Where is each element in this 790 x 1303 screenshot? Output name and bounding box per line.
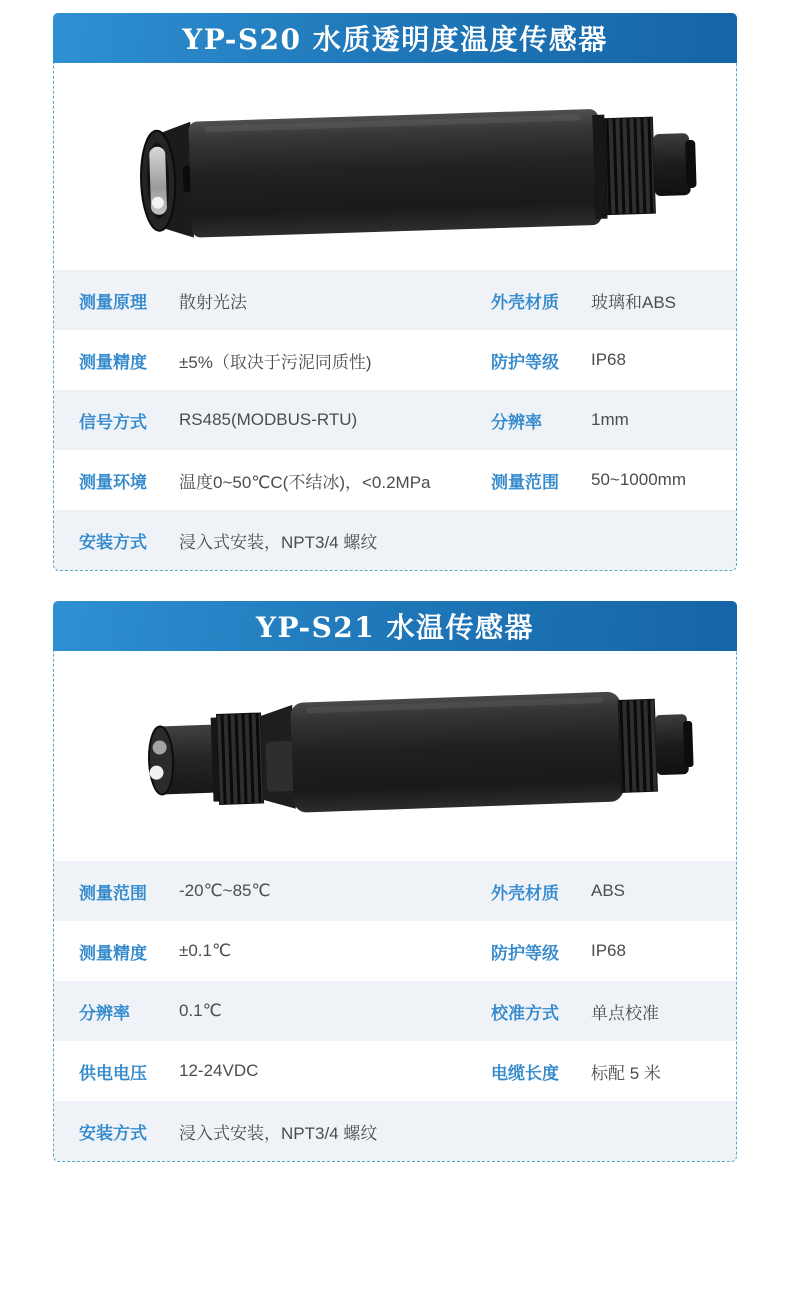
spec-label: 供电电压 <box>79 1063 147 1083</box>
spec-row <box>54 981 736 1041</box>
spec-label: 信号方式 <box>79 412 147 432</box>
spec-label: 测量原理 <box>79 292 147 312</box>
sensor-photo-yp-s21 <box>54 651 737 861</box>
spec-value: IP68 <box>591 350 626 369</box>
spec-label: 测量范围 <box>491 472 559 492</box>
spec-value: IP68 <box>591 941 626 960</box>
spec-table-yp-s20 <box>54 270 736 570</box>
product-card-body <box>53 651 737 1162</box>
spec-row <box>54 510 736 570</box>
spec-value: 浸入式安装，NPT3/4 螺纹 <box>179 532 378 552</box>
spec-value: ±0.1℃ <box>179 941 232 960</box>
spec-label: 测量范围 <box>79 883 147 903</box>
spec-label: 校准方式 <box>491 1003 559 1023</box>
spec-value: 标配 5 米 <box>591 1063 661 1083</box>
spec-label: 测量精度 <box>79 352 147 372</box>
thread-section <box>604 117 655 214</box>
connector <box>653 133 691 196</box>
product-title: YP-S21 水温传感器 <box>255 611 535 644</box>
spec-value: -20℃~85℃ <box>179 881 271 900</box>
spec-row <box>54 390 736 450</box>
spec-value: 玻璃和ABS <box>591 292 677 312</box>
spec-table-yp-s21 <box>54 861 736 1161</box>
spec-row <box>54 861 736 921</box>
product-card-yp-s20 <box>53 13 737 571</box>
connector-tip <box>683 721 694 767</box>
connector-tip <box>685 140 697 188</box>
spec-row <box>54 450 736 510</box>
spec-label: 测量环境 <box>79 472 147 492</box>
spec-label: 外壳材质 <box>491 883 559 903</box>
spec-row <box>54 921 736 981</box>
spec-label: 测量精度 <box>79 943 147 963</box>
spec-value: 单点校准 <box>591 1003 659 1023</box>
spec-value: ABS <box>591 881 626 900</box>
spec-value: 12-24VDC <box>179 1061 259 1080</box>
spec-value: 浸入式安装，NPT3/4 螺纹 <box>179 1123 378 1143</box>
spec-value: 散射光法 <box>179 292 247 312</box>
thread-collar-section <box>217 713 264 804</box>
spec-label: 防护等级 <box>491 943 559 963</box>
product-card-yp-s21 <box>53 601 737 1162</box>
spec-label: 安装方式 <box>79 1123 147 1143</box>
spec-label: 外壳材质 <box>491 292 559 312</box>
thread-section <box>618 699 657 792</box>
spec-value: 1mm <box>591 410 629 429</box>
spec-label: 分辨率 <box>491 412 542 432</box>
spec-value: 0.1℃ <box>179 1001 222 1020</box>
product-card-body <box>53 63 737 571</box>
spec-label: 分辨率 <box>79 1003 130 1023</box>
spec-value: ±5%（取决于污泥同质性) <box>179 352 372 372</box>
spec-row <box>54 1041 736 1101</box>
spec-value: 50~1000mm <box>591 470 686 489</box>
sensor-assembly <box>147 689 695 818</box>
spec-label: 防护等级 <box>491 352 559 372</box>
product-title-bar <box>53 601 737 651</box>
sensor-assembly <box>139 106 697 239</box>
spec-label: 安装方式 <box>79 532 147 552</box>
spec-row <box>54 270 736 330</box>
spec-value: 温度0~50℃C(不结冰)，<0.2MPa <box>179 472 431 492</box>
product-image-yp-s20 <box>54 63 736 270</box>
spec-label: 电缆长度 <box>491 1063 559 1083</box>
spec-row <box>54 330 736 390</box>
spec-row <box>54 1101 736 1161</box>
spec-value: RS485(MODBUS-RTU) <box>179 410 358 429</box>
sensor-photo-yp-s20 <box>54 63 737 270</box>
product-title: YP-S20 水质透明度温度传感器 <box>182 23 608 56</box>
product-image-yp-s21 <box>54 651 736 861</box>
product-title-bar <box>53 13 737 63</box>
